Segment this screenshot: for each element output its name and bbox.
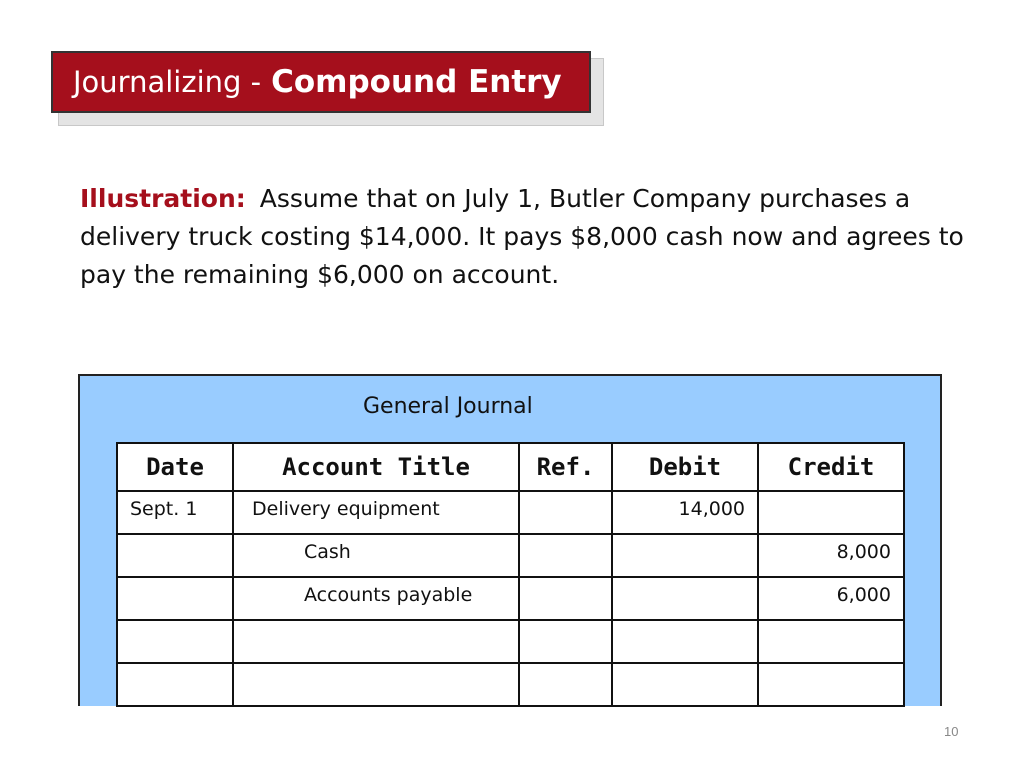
table-row <box>117 663 904 706</box>
cell-credit <box>758 491 904 534</box>
general-journal-panel <box>78 374 942 706</box>
illustration-text: Assume that on July 1, Butler Company purchases a delivery truck costing $14,000. It pays $8,000 cash now and agrees to pay the remaining $6,000 on account. <box>80 184 964 289</box>
header-ref: Ref. <box>519 443 612 491</box>
cell-debit <box>612 577 758 620</box>
cell-credit: 8,000 <box>758 534 904 577</box>
illustration-label: Illustration: <box>80 184 246 213</box>
cell-ref <box>519 491 612 534</box>
slide-title <box>51 51 591 113</box>
cell-debit <box>612 534 758 577</box>
table-row <box>117 620 904 663</box>
header-account-title: Account Title <box>233 443 519 491</box>
cell-credit <box>758 620 904 663</box>
cell-ref <box>519 620 612 663</box>
journal-header-row <box>117 443 904 491</box>
cell-date <box>117 577 233 620</box>
cell-account <box>233 620 519 663</box>
cell-credit <box>758 663 904 706</box>
cell-credit: 6,000 <box>758 577 904 620</box>
cell-debit: 14,000 <box>612 491 758 534</box>
title-main-text: Journalizing - <box>73 65 262 99</box>
table-row <box>117 534 904 577</box>
table-row <box>117 491 904 534</box>
cell-ref <box>519 577 612 620</box>
illustration-paragraph <box>80 180 980 294</box>
cell-debit <box>612 620 758 663</box>
header-debit: Debit <box>612 443 758 491</box>
header-date: Date <box>117 443 233 491</box>
cell-date <box>117 620 233 663</box>
cell-debit <box>612 663 758 706</box>
journal-table <box>116 442 905 707</box>
cell-account: Cash <box>233 534 519 577</box>
cell-account: Delivery equipment <box>233 491 519 534</box>
cell-ref <box>519 663 612 706</box>
journal-title: General Journal <box>363 394 533 419</box>
cell-account <box>233 663 519 706</box>
cell-date: Sept. 1 <box>117 491 233 534</box>
cell-account: Accounts payable <box>233 577 519 620</box>
cell-date <box>117 534 233 577</box>
page-number: 10 <box>944 724 959 739</box>
header-credit: Credit <box>758 443 904 491</box>
cell-date <box>117 663 233 706</box>
cell-ref <box>519 534 612 577</box>
table-row <box>117 577 904 620</box>
title-bold-text: Compound Entry <box>271 64 562 100</box>
